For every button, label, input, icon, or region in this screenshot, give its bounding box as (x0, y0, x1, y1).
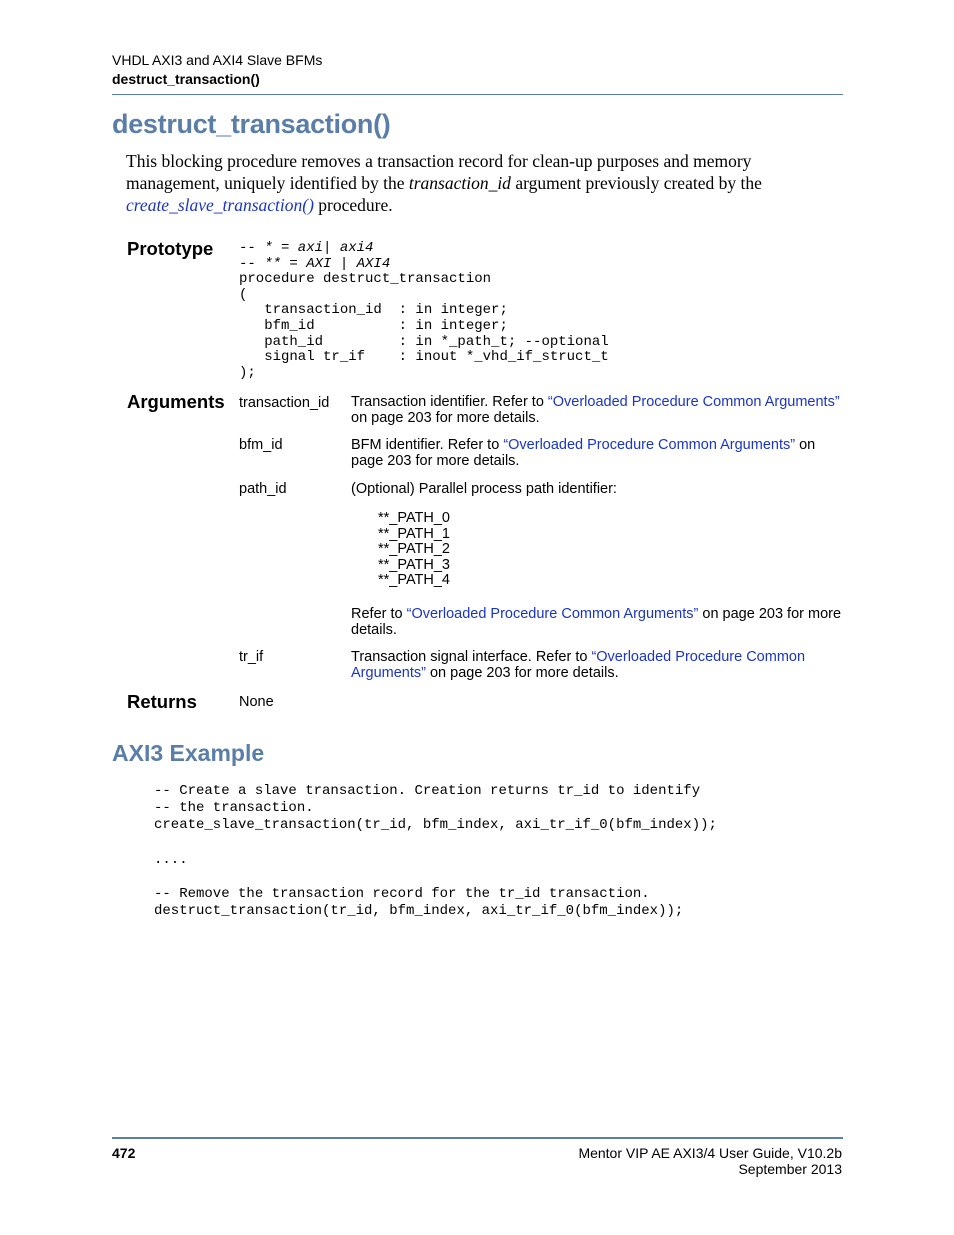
returns-value: None (239, 694, 274, 710)
example-line-1: -- the transaction. (154, 800, 314, 817)
overloaded-args-link[interactable]: “Overloaded Procedure Common Arguments” (547, 394, 840, 410)
example-line-0: -- Create a slave transaction. Creation returns tr_id to identify (154, 783, 701, 799)
arg-desc-text: BFM identifier. Refer to (351, 437, 504, 453)
example-line-7: destruct_transaction(tr_id, bfm_index, axi_tr_if_0(bfm_index)); (154, 903, 684, 920)
page-number: 472 (112, 1145, 136, 1161)
header-rule (112, 94, 843, 95)
proto-line-7: signal tr_if : inout *_vhd_if_struct_t (239, 349, 609, 366)
arg-desc-text: on page 203 for more details. (351, 606, 842, 638)
arg-desc-text: on page 203 for more details. (351, 410, 540, 426)
arg-desc-bfm-id (351, 437, 843, 469)
arg-desc-text: on page 203 for more details. (351, 437, 816, 469)
path-value: **_PATH_0 (378, 510, 450, 526)
example-heading: AXI3 Example (112, 740, 265, 766)
proto-line-1: -- ** = AXI | AXI4 (239, 255, 391, 272)
path-id-values (378, 511, 450, 589)
prototype-code (239, 241, 609, 381)
prototype-label: Prototype (127, 238, 214, 259)
arg-desc-text: Refer to (351, 606, 407, 622)
arg-name-tr-if: tr_if (239, 649, 264, 665)
arg-name-transaction-id: transaction_id (239, 395, 330, 411)
intro-text-2: argument previously created by the (510, 173, 762, 193)
arg-desc-text: on page 203 for more details. (425, 665, 619, 681)
path-value: **_PATH_3 (378, 556, 450, 573)
proto-line-4: transaction_id : in integer; (239, 302, 508, 319)
arg-desc-path-id-intro: (Optional) Parallel process path identifier: (351, 481, 617, 497)
arg-desc-text: Transaction signal interface. Refer to (351, 649, 592, 665)
proto-line-2: procedure destruct_transaction (239, 271, 492, 288)
intro-text-3: procedure. (313, 195, 393, 215)
arg-desc-text: Transaction identifier. Refer to (351, 394, 548, 410)
proto-line-0: -- * = axi| axi4 (239, 240, 374, 256)
arg-desc-tr-if (351, 649, 843, 681)
example-line-2: create_slave_transaction(tr_id, bfm_index, axi_tr_if_0(bfm_index)); (154, 817, 717, 834)
proto-line-6: path_id : in *_path_t; --optional (239, 333, 609, 350)
arg-desc-path-id-refer (351, 606, 843, 638)
footer-date: September 2013 (738, 1161, 842, 1177)
overloaded-args-link[interactable]: “Overloaded Procedure Common Arguments” (503, 437, 796, 453)
arg-desc-transaction-id (351, 394, 843, 426)
arg-name-bfm-id: bfm_id (239, 437, 283, 453)
path-value: **_PATH_1 (378, 525, 450, 542)
path-value: **_PATH_2 (378, 541, 450, 558)
running-header-section: destruct_transaction() (112, 71, 260, 87)
proto-line-3: ( (239, 286, 248, 303)
path-value: **_PATH_4 (378, 572, 450, 589)
intro-text-1: This blocking procedure removes a transaction record for clean-up purposes and memory management, uniquely identified by the (126, 151, 752, 193)
page-title: destruct_transaction() (112, 109, 391, 139)
create-slave-transaction-link[interactable]: create_slave_transaction() (126, 195, 314, 215)
intro-arg-italic: transaction_id (408, 173, 511, 193)
overloaded-args-link[interactable]: “Overloaded Procedure Common Arguments” (406, 606, 699, 622)
arg-name-path-id: path_id (239, 481, 287, 497)
footer-rule (112, 1137, 843, 1139)
intro-paragraph (126, 150, 826, 216)
example-line-4: .... (154, 851, 188, 868)
footer-guide-title: Mentor VIP AE AXI3/4 User Guide, V10.2b (578, 1145, 842, 1161)
arguments-label: Arguments (127, 391, 225, 412)
example-code (154, 783, 717, 921)
running-header-chapter: VHDL AXI3 and AXI4 Slave BFMs (112, 52, 323, 68)
example-line-6: -- Remove the transaction record for the tr_id transaction. (154, 886, 650, 903)
overloaded-args-link[interactable]: “Overloaded Procedure Common Arguments” (351, 649, 806, 681)
proto-line-8: ); (239, 364, 256, 381)
proto-line-5: bfm_id : in integer; (239, 317, 508, 334)
returns-label: Returns (127, 691, 197, 712)
